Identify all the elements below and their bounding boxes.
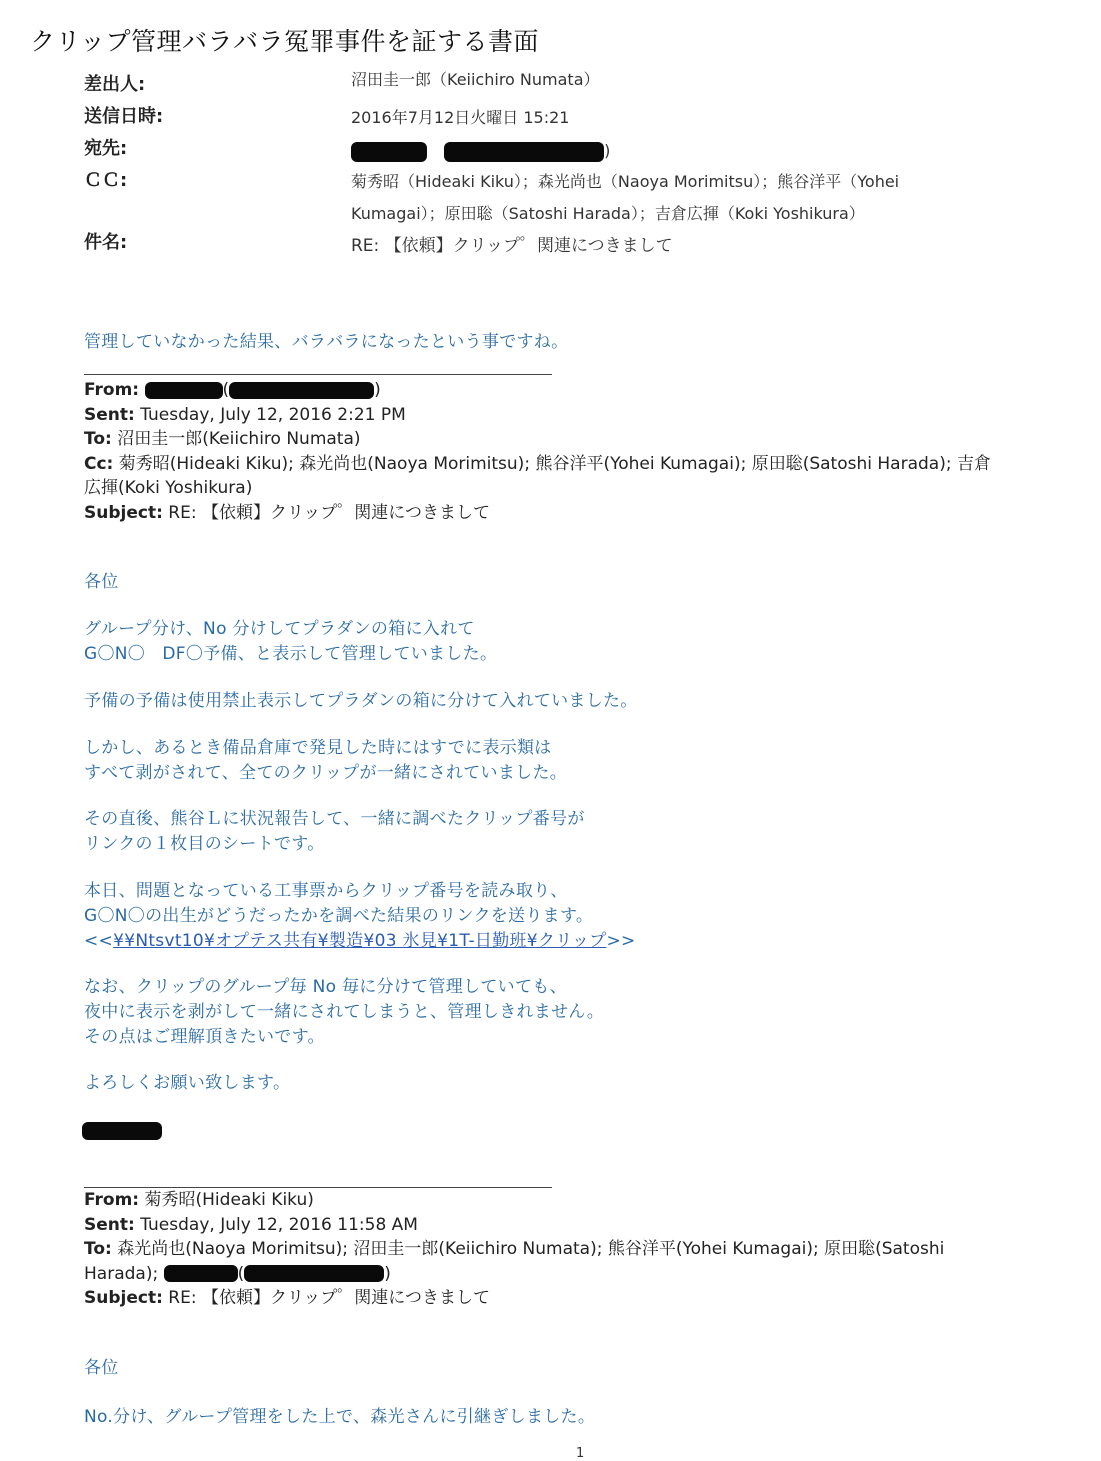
mail-line: 夜中に表示を剥がして一緒にされてしまうと、管理しきれません。 [84, 1002, 605, 1022]
redaction-bar [351, 142, 427, 162]
mail-paragraph [84, 617, 497, 667]
mail-cc-label: Cc: [84, 453, 114, 474]
mail-line: リンクの１枚目のシートです。 [84, 834, 325, 854]
link-open: << [84, 931, 114, 951]
header-sent-label: 送信日時: [84, 106, 164, 127]
mail-sent-label: Sent: [84, 404, 135, 425]
header-cc-value [351, 166, 1041, 230]
mail-subject-label: Subject: [84, 1288, 163, 1308]
mail-to-label: To: [84, 429, 112, 449]
mail-sent-line [84, 403, 1074, 428]
mail-line: その点はご理解頂きたいです。 [84, 1027, 325, 1047]
document-title: クリップ管理バラバラ冤罪事件を証する書面 [30, 27, 540, 56]
divider [84, 374, 552, 375]
redacted-signature [82, 1122, 162, 1140]
mail-paragraph [84, 975, 604, 1050]
quoted-mail-header [84, 378, 1074, 525]
mail-paragraph [84, 736, 567, 786]
mail-to-value: 沼田圭一郎(Keiichiro Numata) [117, 429, 361, 449]
mail-to-line [84, 1237, 1074, 1262]
mail-link-line [84, 929, 636, 954]
header-sent-value: 2016年7月12日火曜日 15:21 [351, 108, 570, 127]
mail-line: すべて剥がされて、全てのクリップが一緒にされていました。 [84, 763, 568, 783]
header-subject-label: 件名: [84, 232, 128, 253]
mail-subject-line [84, 1286, 1074, 1311]
redaction-bar [164, 1265, 238, 1282]
mail-from-value: 菊秀昭(Hideaki Kiku) [144, 1190, 314, 1210]
header-to-value [351, 135, 1041, 167]
mail-cc-line [84, 452, 1074, 477]
quoted-mail-header [84, 1188, 1074, 1311]
redaction-bar [229, 382, 374, 399]
link-close: >> [606, 931, 636, 951]
mail-line: 本日、問題となっている工事票からクリップ番号を読み取り、 [84, 881, 568, 901]
mail-sent-value: Tuesday, July 12, 2016 2:21 PM [140, 404, 406, 425]
mail-line: G〇N〇の出生がどうだったかを調べた結果のリンクを送ります。 [84, 906, 594, 926]
redaction-bar [444, 142, 604, 162]
network-folder-link[interactable]: ¥¥Ntsvt10¥オプテス共有¥製造¥03 氷見¥1T-日勤班¥クリップ [113, 931, 607, 951]
mail-paragraph: No.分け、グループ管理をした上で、森光さんに引継ぎしました。 [84, 1407, 596, 1427]
mail-from-line [84, 378, 1074, 403]
header-to-label: 宛先: [84, 138, 128, 159]
mail-subject-value: RE: 【依頼】クリップ゜関連につきまして [168, 502, 490, 523]
header-from-value: 沼田圭一郎（Keiichiro Numata） [351, 70, 600, 89]
paren-open: ( [237, 1263, 245, 1284]
header-subject-value: RE: 【依頼】クリップ゜関連につきまして [351, 236, 673, 256]
mail-paragraph [84, 879, 636, 954]
mail-line: その直後、熊谷Ｌに状況報告して、一緒に調べたクリップ番号が [84, 809, 585, 829]
mail-from-line [84, 1188, 1074, 1213]
reply-body: 管理していなかった結果、バラバラになったという事ですね。 [84, 332, 569, 352]
mail-subject-value: RE: 【依頼】クリップ゜関連につきまして [168, 1288, 490, 1308]
page-number: 1 [576, 1446, 585, 1461]
mail-line: G〇N〇 DF〇予備、と表示して管理していました。 [84, 644, 498, 664]
mail-from-label: From: [84, 1190, 140, 1210]
mail-to-label: To: [84, 1239, 112, 1259]
paren-close: ) [384, 1263, 391, 1284]
mail-closing: よろしくお願い致します。 [84, 1073, 291, 1093]
mail-to-line [84, 427, 1074, 452]
mail-sent-label: Sent: [84, 1214, 135, 1235]
mail-line: なお、クリップのグループ毎 No 毎に分けて管理していても、 [84, 977, 567, 997]
mail-from-label: From: [84, 380, 140, 400]
paren-close: ) [374, 380, 381, 400]
paren-open: ( [222, 380, 230, 400]
mail-greeting: 各位 [84, 572, 119, 592]
mail-to-value: 森光尚也(Naoya Morimitsu); 沼田圭一郎(Keiichiro Numata); 熊谷洋平(Yohei Kumagai); 原田聡(Satoshi [117, 1239, 945, 1259]
mail-paragraph: 予備の予備は使用禁止表示してプラダンの箱に分けて入れていました。 [84, 691, 638, 711]
redaction-bar [145, 382, 223, 399]
redaction-bar [244, 1265, 384, 1282]
mail-to-line-cont [84, 1262, 1074, 1287]
mail-line: しかし、あるとき備品倉庫で発見した時にはすでに表示類は [84, 738, 552, 758]
mail-greeting: 各位 [84, 1358, 119, 1378]
mail-sent-line [84, 1213, 1074, 1238]
mail-subject-line [84, 501, 1074, 526]
header-from-label: 差出人: [84, 74, 146, 95]
mail-sent-value: Tuesday, July 12, 2016 11:58 AM [140, 1214, 418, 1235]
mail-paragraph [84, 807, 585, 857]
mail-subject-label: Subject: [84, 502, 163, 523]
header-cc-line: Kumagai）；原田聡（Satoshi Harada）；吉倉広揮（Koki Yoshikura） [351, 204, 865, 223]
header-to-close-paren: ) [604, 141, 611, 160]
mail-to-value: Harada); [84, 1263, 159, 1284]
mail-cc-line-cont: 広揮(Koki Yoshikura) [84, 478, 253, 498]
mail-line: グループ分け、No 分けしてプラダンの箱に入れて [84, 619, 475, 639]
mail-cc-value: 菊秀昭(Hideaki Kiku); 森光尚也(Naoya Morimitsu); 熊谷洋平(Yohei Kumagai); 原田聡(Satoshi Harada); 吉倉 [118, 453, 991, 474]
header-cc-line: 菊秀昭（Hideaki Kiku）；森光尚也（Naoya Morimitsu）；熊谷洋平（Yohei [351, 172, 900, 191]
header-cc-label: ＣＣ: [84, 170, 128, 191]
